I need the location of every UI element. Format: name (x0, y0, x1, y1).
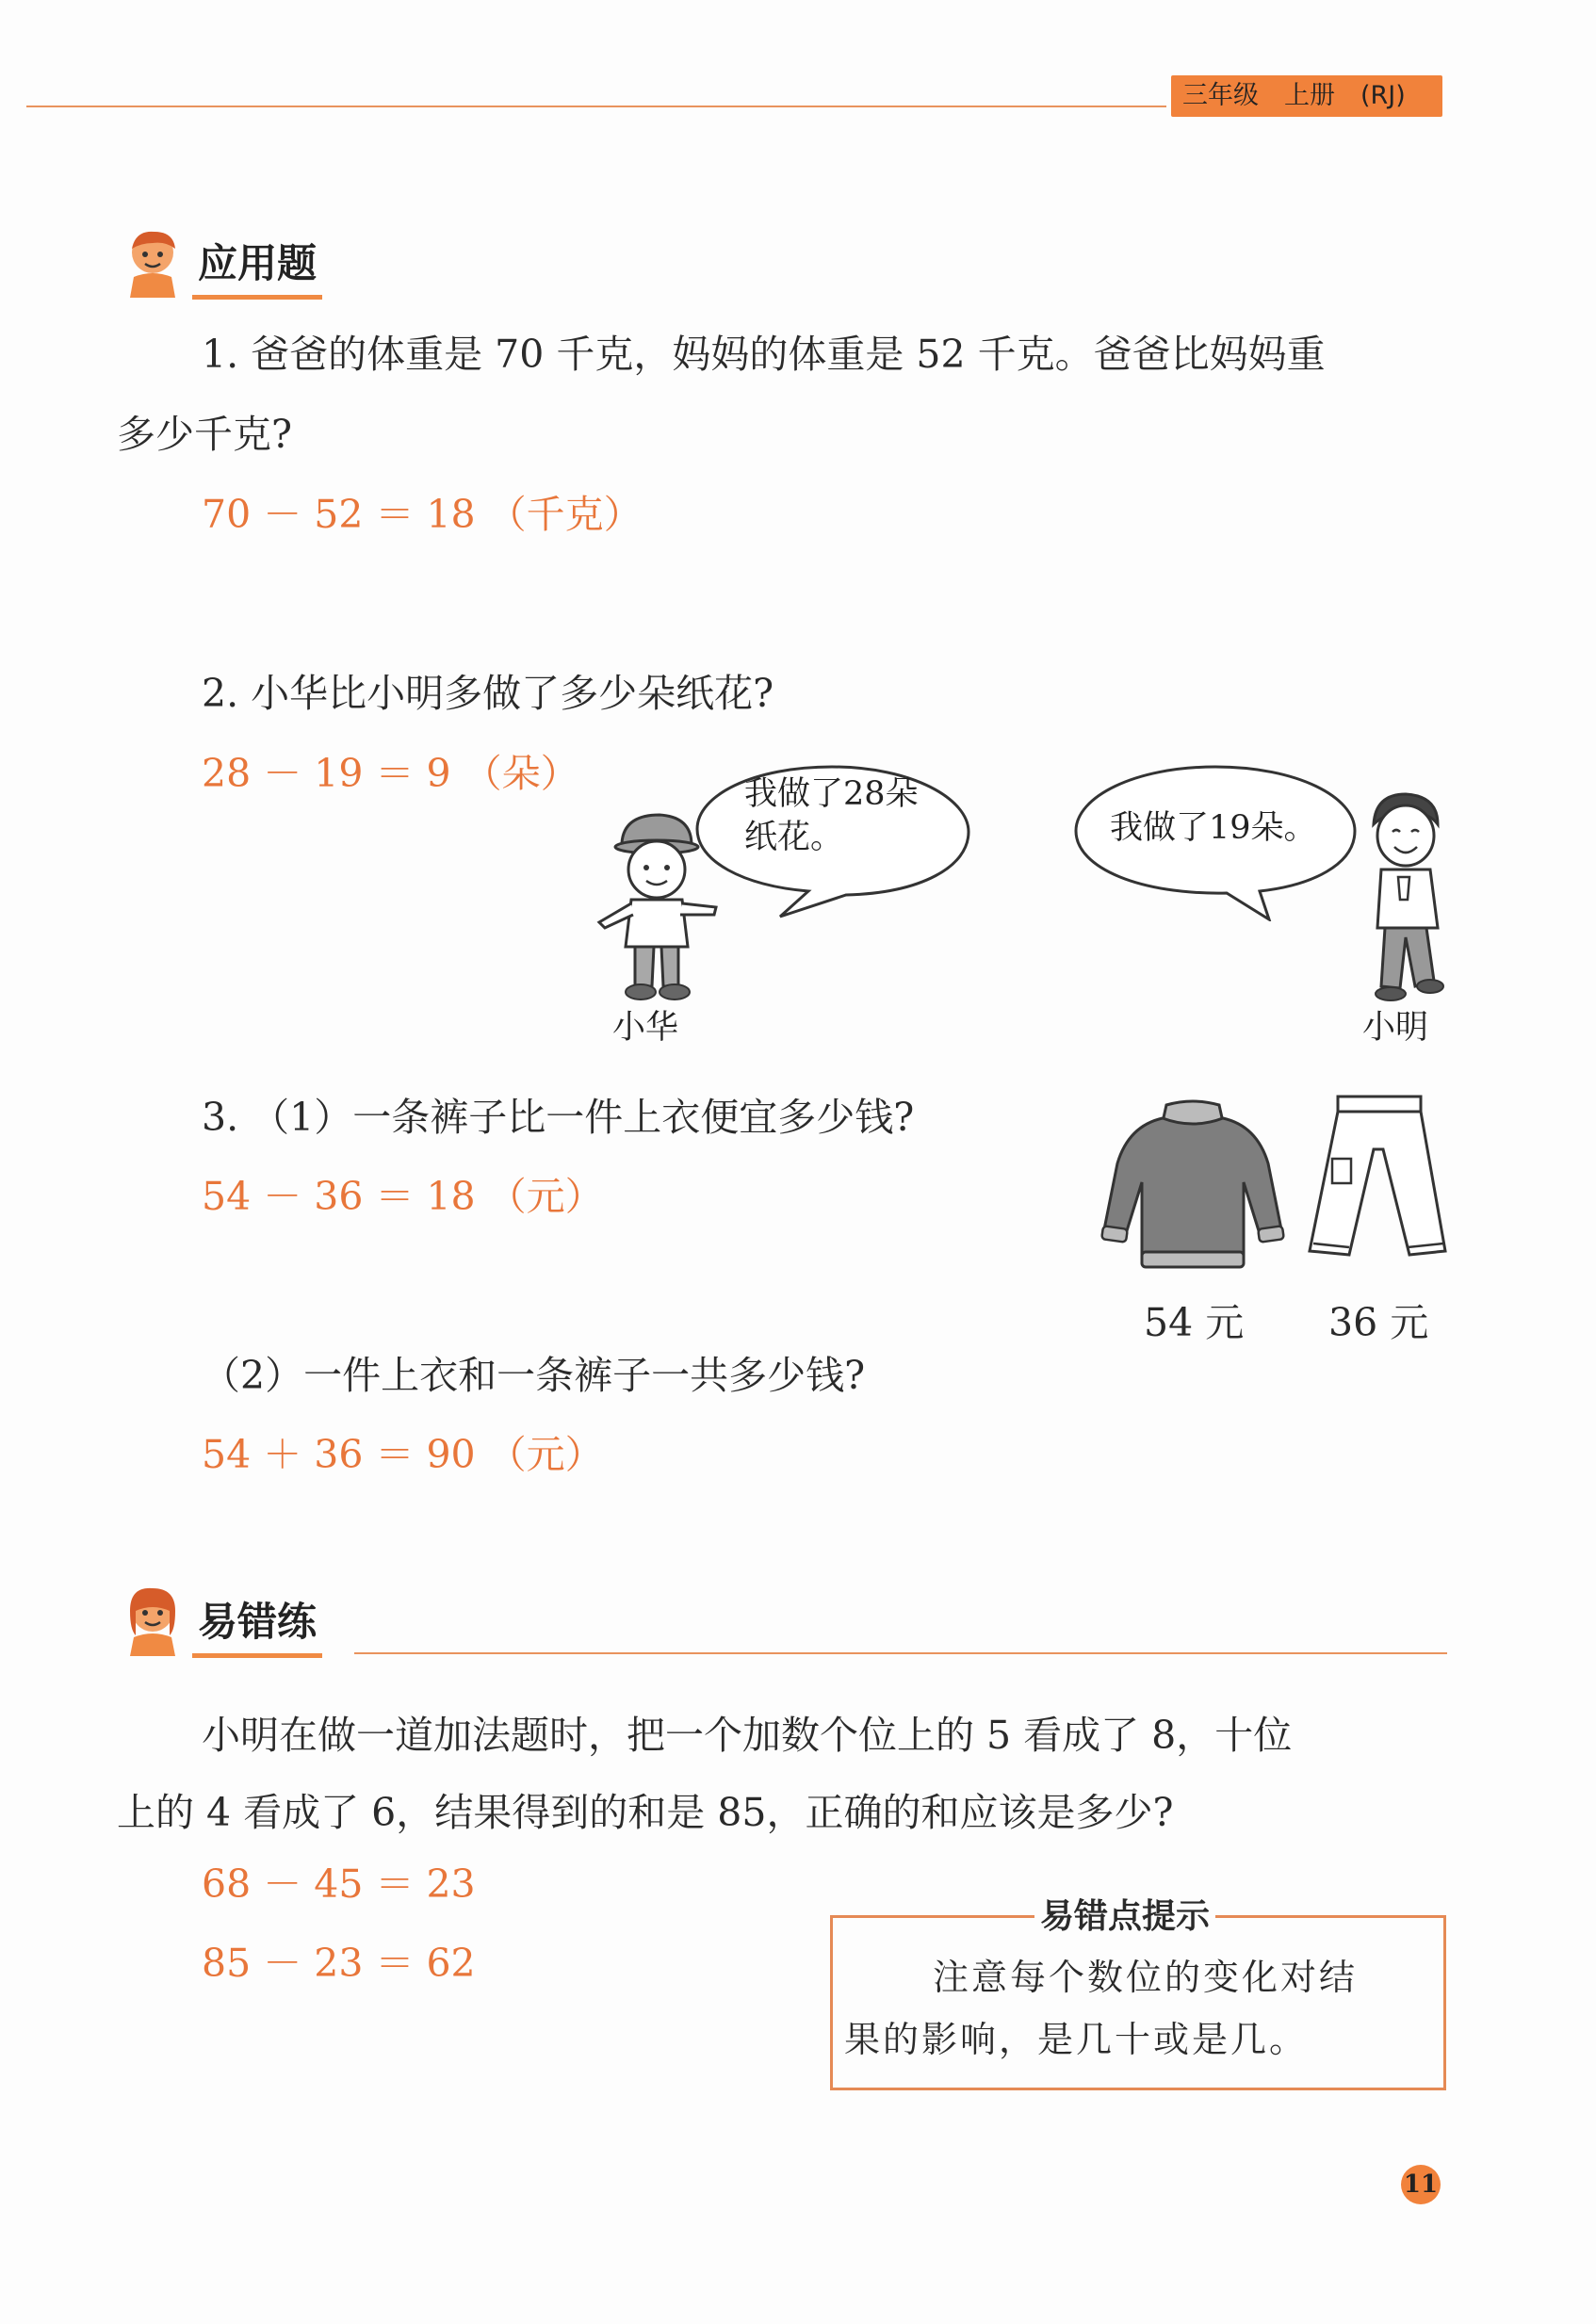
tip-text-line2: 果的影响，是几十或是几。 (844, 2019, 1309, 2060)
q2-text: 2. 小华比小明多做了多少朵纸花? (202, 671, 774, 716)
tip-text-line1: 注意每个数位的变化对结 (933, 1957, 1359, 1998)
xiaohua-figure (586, 805, 727, 1008)
section-heading-mistakes (113, 1583, 322, 1658)
q3-answer2: 54 ＋ 36 ＝ 90 （元） (202, 1432, 604, 1477)
price-pants: 36 元 (1328, 1300, 1429, 1345)
q3-part1-text: 3. （1）一条裤子比一件上衣便宜多少钱? (202, 1095, 915, 1140)
mistake-text-line2: 上的 4 看成了 6，结果得到的和是 85，正确的和应该是多少? (117, 1790, 1174, 1835)
section-title: 应用题 (192, 233, 322, 300)
bubble-xiaohua-line1: 我做了28朵 (744, 775, 919, 813)
q1-text-line1: 1. 爸爸的体重是 70 千克，妈妈的体重是 52 千克。爸爸比妈妈重 (202, 332, 1326, 377)
section-rule (354, 1652, 1447, 1654)
name-xiaoming: 小明 (1362, 1009, 1429, 1047)
grade-tab: 三年级 上册 (RJ) (1171, 75, 1442, 117)
mistake-text-line1: 小明在做一道加法题时，把一个加数个位上的 5 看成了 8，十位 (202, 1713, 1293, 1758)
q1-answer: 70 － 52 ＝ 18 （千克） (202, 492, 643, 537)
pants-image (1304, 1093, 1451, 1264)
xiaoming-figure (1353, 787, 1457, 1008)
section-title: 易错练 (192, 1591, 322, 1658)
mistake-answer1: 68 － 45 ＝ 23 (202, 1861, 476, 1907)
mascot-icon (113, 1583, 192, 1658)
mascot-icon (113, 224, 192, 300)
jacket-image (1100, 1097, 1285, 1272)
header-rule (26, 106, 1166, 107)
page-number: 11 (1401, 2165, 1441, 2204)
q2-answer: 28 － 19 ＝ 9 （朵） (202, 751, 579, 796)
mistake-answer2: 85 － 23 ＝ 62 (202, 1941, 476, 1986)
tip-title: 易错点提示 (1034, 1890, 1215, 1938)
section-heading-applied (113, 224, 322, 300)
bubble-xiaohua-line2: 纸花。 (744, 819, 844, 856)
name-xiaohua: 小华 (612, 1009, 679, 1047)
q3-answer1: 54 － 36 ＝ 18 （元） (202, 1174, 604, 1219)
q1-text-line2: 多少千克? (117, 412, 292, 457)
price-jacket: 54 元 (1144, 1300, 1245, 1345)
q3-part2-text: （2）一件上衣和一条裤子一共多少钱? (202, 1353, 866, 1398)
bubble-xiaoming-text: 我做了19朵。 (1110, 809, 1317, 847)
